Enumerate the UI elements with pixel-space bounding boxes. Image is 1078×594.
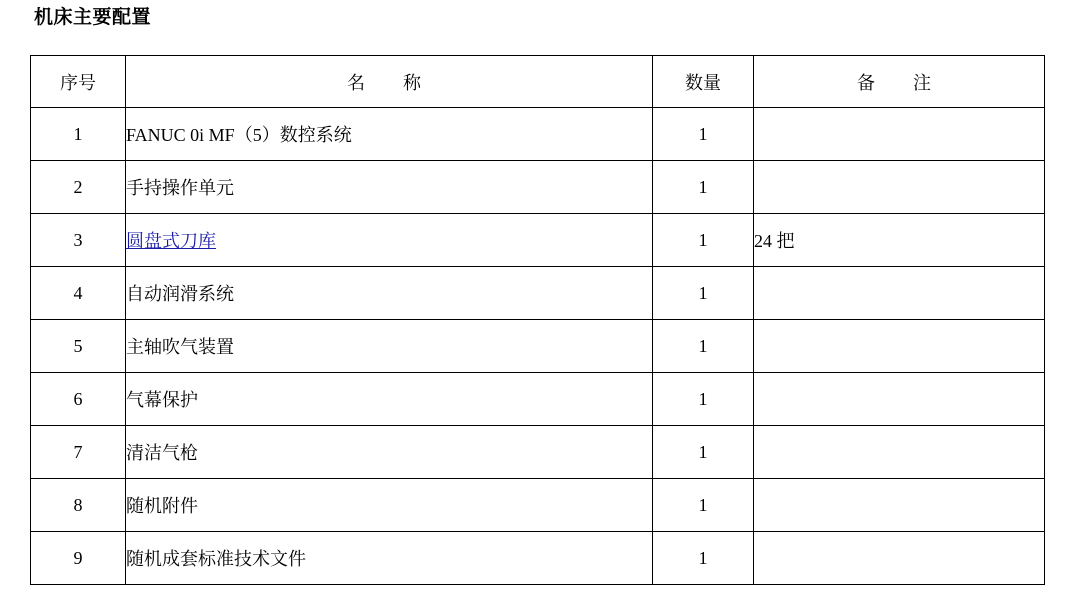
- machine-config-table: [30, 55, 1045, 585]
- table-row: [31, 161, 1045, 214]
- row-qty: 1: [653, 108, 754, 161]
- table-row: [31, 214, 1045, 267]
- row-no: 6: [31, 373, 126, 426]
- table-row: [31, 373, 1045, 426]
- column-header-no: 序号: [31, 56, 126, 108]
- table-row: [31, 532, 1045, 585]
- row-name: 主轴吹气装置: [126, 320, 653, 373]
- row-name: 随机附件: [126, 479, 653, 532]
- row-note: [754, 479, 1045, 532]
- row-qty: 1: [653, 320, 754, 373]
- row-qty: 1: [653, 373, 754, 426]
- row-name: 随机成套标准技术文件: [126, 532, 653, 585]
- row-note: [754, 373, 1045, 426]
- table-row: [31, 426, 1045, 479]
- row-name-link-text[interactable]: 圆盘式刀库: [126, 231, 216, 251]
- column-header-qty: 数量: [653, 56, 754, 108]
- row-name: 气幕保护: [126, 373, 653, 426]
- row-note: [754, 532, 1045, 585]
- column-header-note: 备 注: [754, 56, 1045, 108]
- row-note: [754, 426, 1045, 479]
- row-note: [754, 320, 1045, 373]
- table-row: [31, 267, 1045, 320]
- row-no: 3: [31, 214, 126, 267]
- row-qty: 1: [653, 532, 754, 585]
- row-name: 手持操作单元: [126, 161, 653, 214]
- row-no: 2: [31, 161, 126, 214]
- row-no: 9: [31, 532, 126, 585]
- table-row: [31, 479, 1045, 532]
- row-no: 5: [31, 320, 126, 373]
- row-name: FANUC 0i MF（5）数控系统: [126, 108, 653, 161]
- row-qty: 1: [653, 479, 754, 532]
- page-title: 机床主要配置: [34, 7, 152, 28]
- row-note: [754, 161, 1045, 214]
- table-header-row: [31, 56, 1045, 108]
- row-note: [754, 108, 1045, 161]
- config-table-container: [30, 55, 1044, 585]
- row-no: 7: [31, 426, 126, 479]
- row-qty: 1: [653, 426, 754, 479]
- row-name: 自动润滑系统: [126, 267, 653, 320]
- row-note: 24 把: [754, 214, 1045, 267]
- row-no: 8: [31, 479, 126, 532]
- table-row: [31, 108, 1045, 161]
- row-no: 4: [31, 267, 126, 320]
- row-name-link[interactable]: [126, 214, 653, 267]
- row-qty: 1: [653, 267, 754, 320]
- row-qty: 1: [653, 214, 754, 267]
- row-name: 清洁气枪: [126, 426, 653, 479]
- row-qty: 1: [653, 161, 754, 214]
- table-row: [31, 320, 1045, 373]
- column-header-name: 名 称: [126, 56, 653, 108]
- row-no: 1: [31, 108, 126, 161]
- row-note: [754, 267, 1045, 320]
